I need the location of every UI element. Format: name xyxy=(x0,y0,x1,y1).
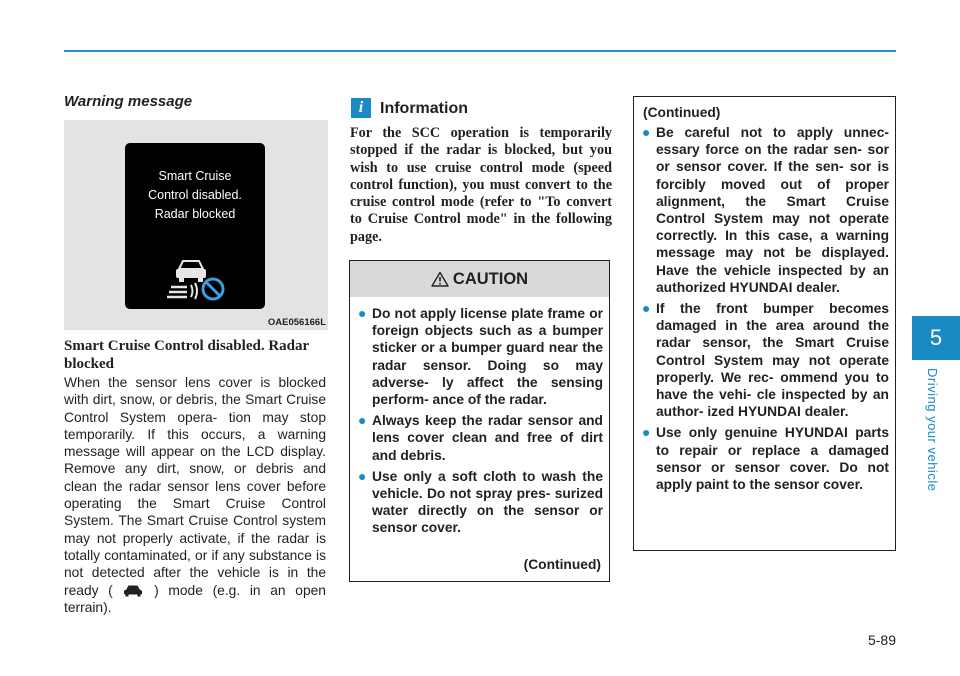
page-number: 5-89 xyxy=(867,632,896,648)
info-icon: i xyxy=(351,98,371,118)
figure-code: OAE056166L xyxy=(267,317,326,328)
warning-display-figure xyxy=(64,120,328,330)
list-item xyxy=(350,468,603,537)
continued-list xyxy=(634,124,889,497)
warning-body-text xyxy=(64,374,326,616)
header-rule xyxy=(64,50,896,52)
bullet-dot: ● xyxy=(642,424,651,441)
caution-list xyxy=(350,305,603,541)
caution-box xyxy=(349,260,610,582)
body-text-part: When the sensor lens cover is blocked with dirt, snow, or debris, the Smart Cruise Control System opera- tion may stop temporarily. If this occurs, a warning message will appear on the LCD display. Remove any dirt, snow, or debris and clean the radar sensor lens cover before operating the Smart Cruise Control System. The Smart Cruise Control system may not properly activate, if the radar is totally contaminated, or if any substance is not detected after the vehicle is in the ready ( xyxy=(64,375,326,598)
caution-title: CAUTION xyxy=(452,270,529,288)
list-item-text: Do not apply license plate frame or foreign objects such as a bumper sticker or a bumper guard near the radar sensor. Doing so may adverse- ly affect the sensing perform- ance of the radar. xyxy=(372,306,603,408)
continued-heading: (Continued) xyxy=(643,105,721,120)
bullet-dot: ● xyxy=(642,124,651,140)
continued-caution-box xyxy=(633,96,896,551)
warning-message-heading: Warning message xyxy=(64,93,193,110)
chapter-tab: 5 xyxy=(912,316,960,360)
continued-label: (Continued) xyxy=(523,557,601,572)
list-item xyxy=(634,124,889,296)
list-item-text: If the front bumper becomes damaged in the area around the radar sensor, the Smart Cruise Control System may not operate properly. We rec- ommend you to have the vehi- cle inspected by an author- ized HYUNDAI dealer. xyxy=(656,301,889,420)
list-item xyxy=(350,412,603,464)
lcd-message xyxy=(125,167,265,224)
information-text: For the SCC operation is temporarily stopped if the radar is blocked, but you wish to use cruise control mode (speed control function), you must convert to the cruise control mode (refer to "To convert to Cruise Control mode" in the following page. xyxy=(350,125,612,245)
chapter-section-label: Driving your vehicle xyxy=(925,368,940,492)
list-item xyxy=(634,300,889,420)
list-item-text: Use only a soft cloth to wash the vehicle. Do not spray pres- surized water directly on the sensor or sensor cover. xyxy=(372,468,603,536)
list-item xyxy=(350,305,603,408)
bullet-dot: ● xyxy=(358,412,367,429)
radar-blocked-icon xyxy=(167,251,229,301)
bullet-dot: ● xyxy=(358,305,367,321)
lcd-line: Radar blocked xyxy=(154,207,236,221)
lcd-line: Control disabled. xyxy=(148,188,242,202)
list-item-text: Use only genuine HYUNDAI parts to repair or replace a damaged sensor or sensor cover. Do not apply paint to the sensor cover. xyxy=(656,425,889,493)
list-item-text: Be careful not to apply unnec- essary force on the radar sen- sor or sensor cover. If the sen- sor is forcibly moved out of proper alignment, the Smart Cruise Control System may not operate correctly. In this case, a warning message may not be displayed. Have the vehicle inspected by an authorized HYUNDAI dealer. xyxy=(656,125,889,295)
lcd-line: Smart Cruise xyxy=(158,169,232,183)
body-text-part: ) mode (e.g. in an open terrain). xyxy=(64,582,326,615)
bullet-dot: ● xyxy=(358,467,367,484)
list-item xyxy=(634,424,889,493)
caution-header xyxy=(350,261,609,297)
bullet-dot: ● xyxy=(642,300,651,317)
warning-triangle-icon xyxy=(431,271,449,287)
list-item-text: Always keep the radar sensor and lens cover clean and free of dirt and debris. xyxy=(372,413,603,463)
car-ready-icon xyxy=(122,584,144,597)
lcd-display xyxy=(125,143,265,309)
message-title: Smart Cruise Control disabled. Radar blocked xyxy=(64,338,309,372)
information-title: Information xyxy=(380,100,468,117)
